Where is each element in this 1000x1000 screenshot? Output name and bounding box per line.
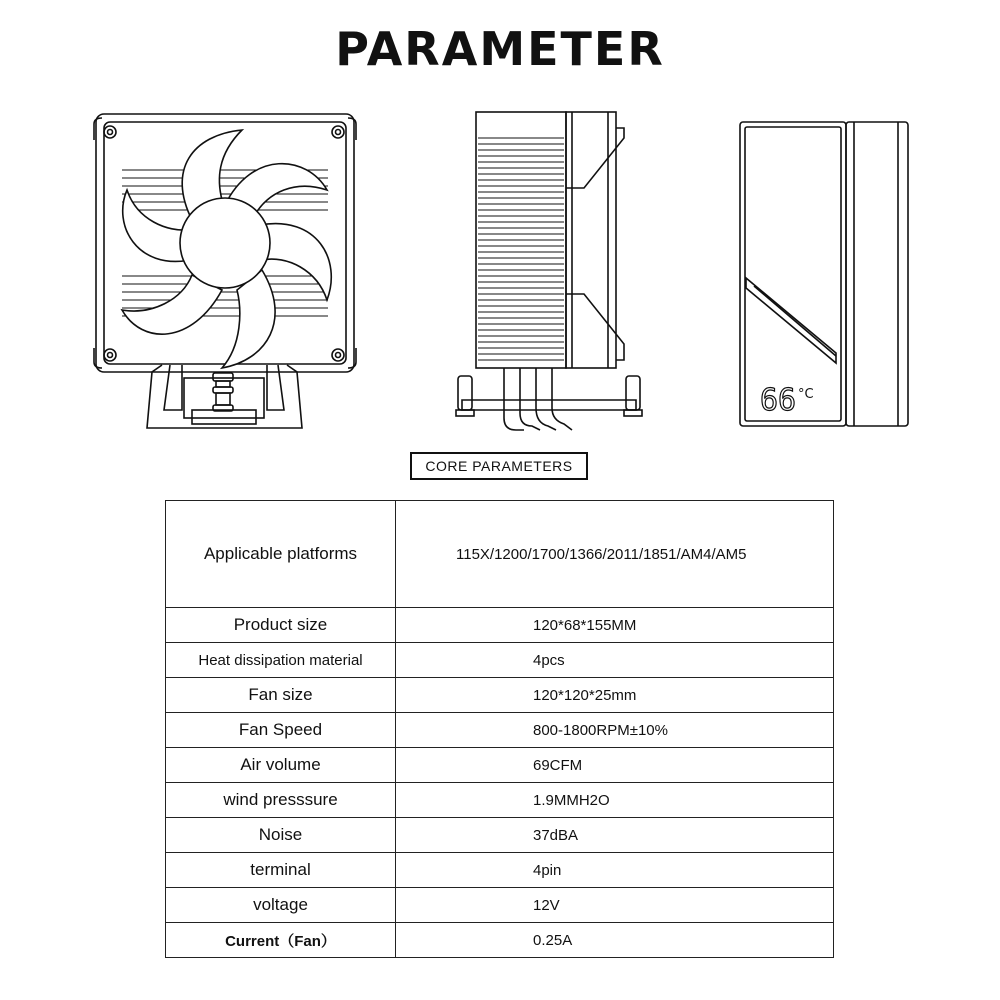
param-label: Fan size (166, 678, 396, 713)
param-label: Noise (166, 818, 396, 853)
table-row (166, 853, 834, 888)
temperature-unit: °C (798, 387, 814, 402)
core-parameters-label: CORE PARAMETERS (410, 452, 588, 480)
param-value: 1.9MMH2O (396, 783, 834, 818)
param-value: 800-1800RPM±10% (396, 713, 834, 748)
cooler-display-view-drawing (736, 118, 916, 430)
table-row (166, 501, 834, 608)
param-value: 4pin (396, 853, 834, 888)
table-row (166, 713, 834, 748)
table-row (166, 643, 834, 678)
param-value: 37dBA (396, 818, 834, 853)
param-value: 12V (396, 888, 834, 923)
temperature-reading: 66 (760, 383, 797, 418)
fan-front-view-drawing (92, 110, 358, 432)
table-row (166, 818, 834, 853)
param-value: 4pcs (396, 643, 834, 678)
param-value: 69CFM (396, 748, 834, 783)
table-row (166, 678, 834, 713)
param-value: 120*68*155MM (396, 608, 834, 643)
param-value: 115X/1200/1700/1366/2011/1851/AM4/AM5 (396, 501, 834, 608)
cooler-side-view-drawing (444, 108, 654, 438)
param-value: 0.25A (396, 923, 834, 958)
param-label: Current（Fan） (166, 923, 396, 958)
param-label: terminal (166, 853, 396, 888)
param-label: wind presssure (166, 783, 396, 818)
param-label: voltage (166, 888, 396, 923)
param-value: 120*120*25mm (396, 678, 834, 713)
param-label: Applicable platforms (166, 501, 396, 608)
table-row (166, 923, 834, 958)
param-label: Air volume (166, 748, 396, 783)
param-label: Product size (166, 608, 396, 643)
table-row (166, 608, 834, 643)
param-label: Heat dissipation material (166, 643, 396, 678)
page-title: PARAMETER (335, 22, 665, 76)
table-row (166, 783, 834, 818)
parameters-table (165, 500, 834, 958)
param-label: Fan Speed (166, 713, 396, 748)
table-row (166, 888, 834, 923)
table-row (166, 748, 834, 783)
